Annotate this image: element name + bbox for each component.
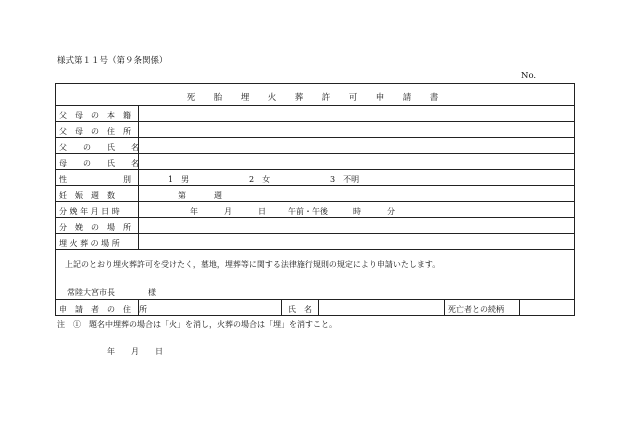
form-title: 死 胎 埋 火 葬 許 可 申 請 書 (186, 93, 444, 103)
row-burial-place (56, 234, 574, 250)
divider (138, 218, 139, 233)
row-father-name (56, 138, 574, 154)
row-sex (56, 170, 574, 186)
divider (138, 234, 139, 249)
sex-label: 性 別 (59, 175, 131, 184)
delivery-month: 月 (224, 207, 232, 216)
divider (138, 186, 139, 201)
row-parents-address (56, 122, 574, 138)
relation-label: 死亡者との続柄 (448, 305, 504, 314)
date-day: 日 (155, 347, 163, 356)
statement-text: 上記のとおり埋火葬許可を受けたく，墓地，埋葬等に関する法律施行規則の規定により申請いたします。 (65, 260, 441, 269)
sex-option-female[interactable]: 2 女 (249, 175, 271, 184)
gestation-label: 妊 娠 週 数 (59, 191, 115, 200)
form-number: 様式第１１号（第９条関係） (57, 56, 168, 66)
delivery-minute: 分 (387, 207, 395, 216)
sex-option-unknown[interactable]: 3 不明 (330, 175, 360, 184)
applicant-name-label: 氏 名 (288, 305, 312, 314)
delivery-datetime-label: 分 娩 年 月 日 時 (59, 207, 120, 216)
delivery-hour: 時 (353, 207, 361, 216)
row-mother-name (56, 154, 574, 170)
divider (138, 300, 139, 316)
addressee: 常陸大宮市長 (67, 288, 115, 297)
gestation-prefix: 第 (178, 191, 186, 200)
row-delivery-datetime (56, 202, 574, 218)
divider (519, 300, 520, 316)
gestation-suffix: 週 (214, 191, 222, 200)
divider (281, 300, 282, 316)
parents-address-label: 父 母 の 住 所 (59, 127, 131, 136)
row-gestation (56, 186, 574, 202)
row-applicant (56, 300, 574, 316)
divider (138, 202, 139, 217)
delivery-day: 日 (258, 207, 266, 216)
delivery-place-label: 分 娩 の 場 所 (59, 223, 131, 232)
father-name-label: 父 の 氏 名 (59, 143, 139, 152)
statement-block (56, 250, 574, 300)
divider (138, 106, 139, 121)
divider (138, 138, 139, 153)
row-parents-domicile (56, 106, 574, 122)
delivery-am-pm: 午前・午後 (288, 207, 328, 216)
divider (444, 300, 445, 316)
delivery-year: 年 (190, 207, 198, 216)
divider (318, 300, 319, 316)
number-label: No. (521, 71, 537, 81)
divider (138, 122, 139, 137)
parents-domicile-label: 父 母 の 本 籍 (59, 111, 131, 120)
application-form-table (55, 83, 575, 316)
divider (138, 154, 139, 169)
date-month: 月 (131, 347, 139, 356)
honorific: 様 (148, 288, 156, 297)
applicant-address-label: 申 請 者 の 住 所 (59, 305, 147, 314)
title-row (56, 84, 574, 106)
divider (138, 170, 139, 185)
sex-option-male[interactable]: 1 男 (168, 175, 190, 184)
mother-name-label: 母 の 氏 名 (59, 159, 139, 168)
burial-place-label: 埋 火 葬 の 場 所 (59, 239, 120, 248)
footnote: 注 ① 題名中埋葬の場合は「火」を消し，火葬の場合は「埋」を消すこと。 (57, 320, 337, 329)
date-year: 年 (107, 347, 115, 356)
row-delivery-place (56, 218, 574, 234)
